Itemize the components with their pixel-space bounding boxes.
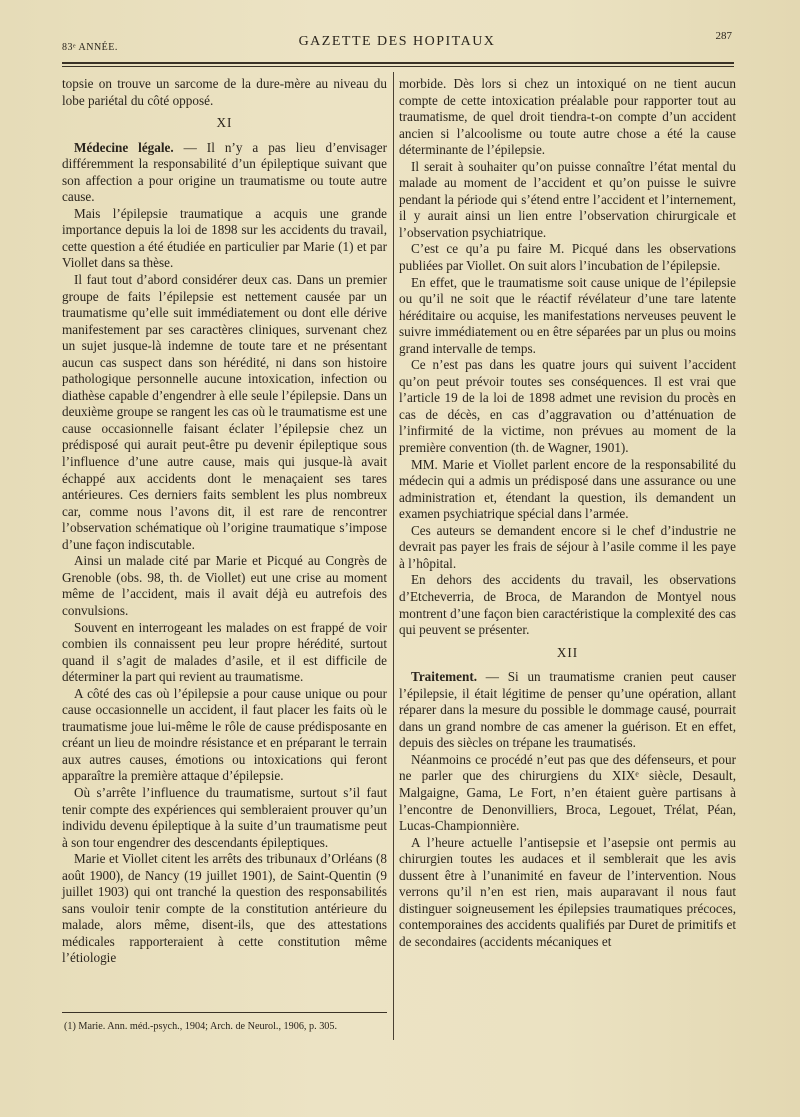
paragraph: morbide. Dès lors si chez un intoxiqué on ne tient aucun compte de cette intoxication préalable pour rapporter tout au traumatisme, de quel droit tiendra-t-on compte d’un accident ancien si l’alcoolisme ou toute autre chose a été la cause déterminante de l’épilepsie. xyxy=(399,76,736,158)
paragraph: En dehors des accidents du travail, les observations d’Etcheverria, de Broca, de Marandon de Montyel nous montrent d’une façon bien caractéristique la complexité des cas qui peuvent se présenter. xyxy=(399,572,736,638)
paragraph: Néanmoins ce procédé n’eut pas que des défenseurs, et pour ne parler que des chirurgiens du XIXᵉ siècle, Desault, Malgaigne, Gama, Le Fort, n’en étaient guère partisans à l’encontre de Denonvilliers, Broca, Legouet, Trélat, Péan, Lucas-Championnière. xyxy=(399,751,736,834)
paragraph: MM. Marie et Viollet parlent encore de la responsabilité du médecin qui a admis un prédisposé dans une assurance ou une administration et, étendant la question, ils demandent un examen psychiatrique spécial dans l’armée. xyxy=(399,456,736,522)
paragraph-text: — Si un traumatisme cranien peut causer l’épilepsie, il était légitime de penser qu’une opération, allant réparer dans la mesure du possible le dommage causé, pourrait dans un grand nombre de cas amener la guérison. Et en effet, depuis des siècles on trépane les traumatisés. xyxy=(399,669,736,751)
paragraph: Marie et Viollet citent les arrêts des tribunaux d’Orléans (8 août 1900), de Nancy (19 juillet 1901), de Saint-Quentin (9 juillet 1903) qui ont tranché la question des responsabilités sans vouloir tenir compte de la constitution antérieure du malade, alors même, disent-ils, que des attestations médicales rapporteraient à cette constitution même l’étiologie xyxy=(62,851,387,966)
paragraph xyxy=(62,140,387,206)
right-column xyxy=(399,76,736,950)
section-runin-title: Traitement. xyxy=(411,669,478,685)
paragraph xyxy=(399,669,736,752)
journal-title: GAZETTE DES HOPITAUX xyxy=(298,34,496,49)
page-number: 287 xyxy=(715,30,732,42)
paragraph: Mais l’épilepsie traumatique a acquis une grande importance depuis la loi de 1898 sur les accidents du travail, cette question a été étudiée en particulier par Marie (1) et par Viollet dans sa thèse. xyxy=(62,205,387,271)
section-heading: XII xyxy=(556,644,579,660)
paragraph: En effet, que le traumatisme soit cause unique de l’épilepsie ou qu’il ne soit que le réactif révélateur d’une tare latente héréditaire ou acquise, les manifestations nerveuses peuvent le suivre immédiatement ou en être séparées par un plus ou moins grand intervalle de temps. xyxy=(399,274,736,356)
paragraph: Ainsi un malade cité par Marie et Picqué au Congrès de Grenoble (obs. 98, th. de Viollet) eut une crise au moment même de l’accident, mais il avait déjà eu autrefois des convulsions. xyxy=(62,553,387,618)
paragraph-text: — Il n’y a pas lieu d’envisager différemment la responsabilité d’un épileptique suivant que son affection a pour origine un traumatisme ou toute autre cause. xyxy=(62,139,387,205)
paragraph: Ces auteurs se demandent encore si le chef d’industrie ne devrait pas payer les frais de séjour à l’asile comme il les paye à l’hôpital. xyxy=(399,522,736,571)
paragraph: Il serait à souhaiter qu’on puisse connaître l’état mental du malade au moment de l’accident et qu’on puisse le suivre pendant la période qui s’étend entre l’accident et l’internement, il y aurait ainsi un lien entre l’observation chirurgicale et l’observation psychiatrique. xyxy=(399,158,736,240)
section-heading: XI xyxy=(216,115,233,131)
paragraph: C’est ce qu’a pu faire M. Picqué dans les observations publiées par Viollet. On suit alors l’incubation de l’épilepsie. xyxy=(399,241,736,274)
paragraph: Ce n’est pas dans les quatre jours qui suivent l’accident qu’on peut prévoir toutes ses conséquences. Il est vrai que l’article 19 de la loi de 1898 admet une revision du procès en cas de décès, en cas d’aggravation ou d’atténuation de l’infirmité de la victime, non prévues au moment de la première convention (th. de Wagner, 1901). xyxy=(399,357,736,456)
paragraph: Il faut tout d’abord considérer deux cas. Dans un premier groupe de faits l’épilepsie est nettement causée par un traumatisme qu’elle suit immédiatement ou dont elle dérive manifestement par ses caractères cliniques, survenant chez un sujet jusque-là indemne de toute tare et ne présentant aucun cas suspect dans son hérédité, ni dans son histoire pathologique personnelle aucune intoxication, infection ou diathèse capable d’engendrer à elle seule l’épilepsie. Dans un deuxième groupe se rangent les cas où le traumatisme est une cause occasionnelle faisant éclater l’épilepsie chez un prédisposé qui aurait peut-être pu devenir épileptique sous l’influence d’une autre cause, mais qui jusque-là avait échappé aux accidents dont le menaçaient ses tares antérieures. Ces derniers faits semblent les plus nombreux car, comme nous l’avons dit, il est rare de rencontrer l’observation schématique où l’origine traumatique s’impose d’une façon indiscutable. xyxy=(62,272,387,552)
footnote-rule xyxy=(62,1012,172,1013)
paragraph: A côté des cas où l’épilepsie a pour cause unique ou pour cause occasionnelle un accident, il faut placer les faits où le traumatisme joue lui-même le rôle de cause prédisposante en créant un lieu de moindre résistance et en préparant le terrain aux autres causes, émotions ou intoxications qui feront apparaître la première attaque d’épilepsie. xyxy=(62,685,387,784)
paragraph: Souvent en interrogeant les malades on est frappé de voir combien ils connaissent peu leur propre hérédité, surtout quand il s’agit de malades d’asile, et il est difficile de déterminer la part qui revient au traumatisme. xyxy=(62,619,387,685)
year-label: 83ᵉ ANNÉE. xyxy=(62,42,118,53)
paragraph: A l’heure actuelle l’antisepsie et l’asepsie ont permis au chirurgien toutes les audaces et il semblerait que les avis dussent être à l’unanimité en faveur de l’intervention. Nous verrons qu’il n’en est rien, mais auparavant il nous faut distinguer soigneusement les épilepsies traumatiques précoces, contemporaines des accidents qualifiés par Duret de primitifs et de secondaires (accidents mécaniques et xyxy=(399,834,736,949)
footnote: (1) Marie. Ann. méd.-psych., 1904; Arch. de Neurol., 1906, p. 305. xyxy=(64,1021,338,1032)
paragraph: Où s’arrête l’influence du traumatisme, surtout s’il faut tenir compte des expériences qui sembleraient prouver qu’un individu devenu épileptique à la suite d’un traumatisme peut à son tour engendrer des descendants épileptiques. xyxy=(62,784,387,850)
section-runin-title: Médecine légale. xyxy=(74,139,174,155)
header-rule xyxy=(62,62,734,67)
page-header xyxy=(62,30,732,60)
column-divider xyxy=(393,72,394,1040)
footnote-rule-extension xyxy=(172,1012,387,1013)
paragraph: topsie on trouve un sarcome de la dure-mère au niveau du lobe pariétal du côté opposé. xyxy=(62,76,387,108)
left-column xyxy=(62,76,387,967)
